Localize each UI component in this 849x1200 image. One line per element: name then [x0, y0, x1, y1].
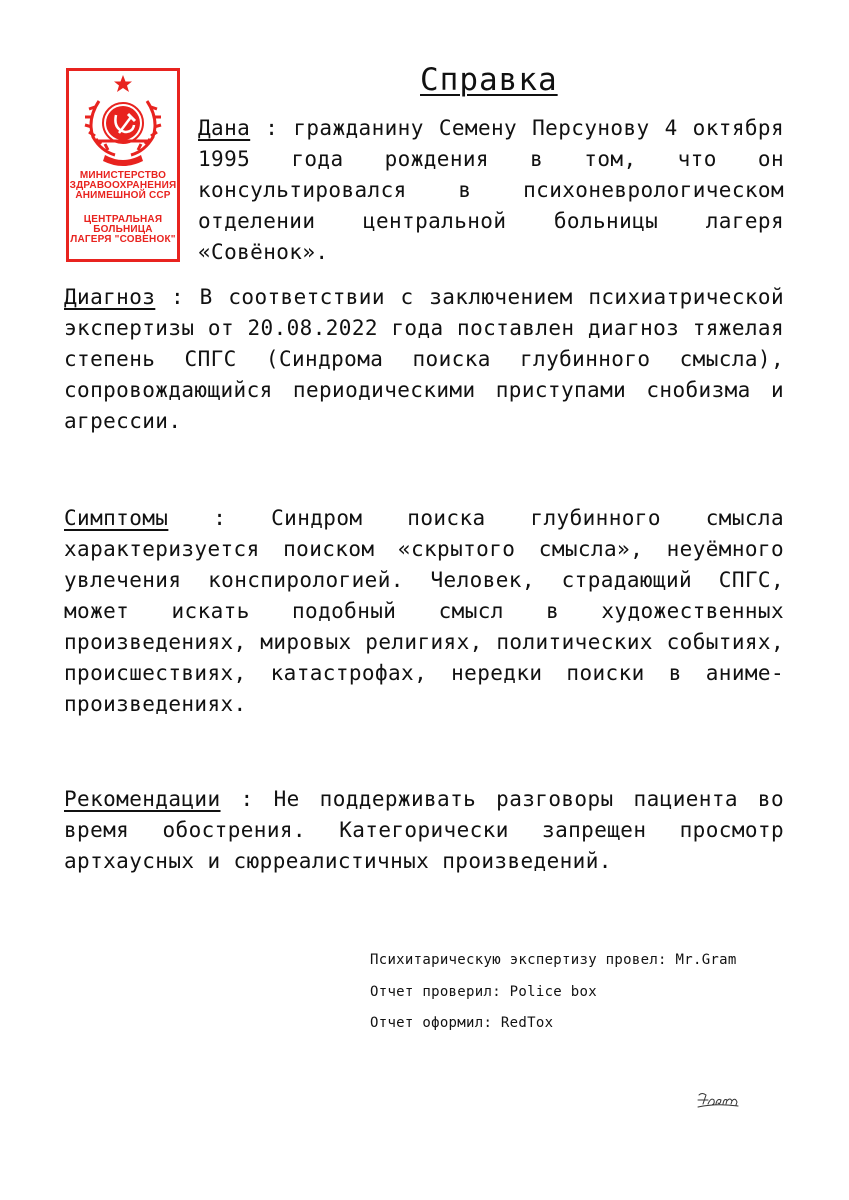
section-text: : Синдром поиска глубинного смысла характеризуется поиском «скрытого смысла», неуёмного увлечения конспирологией. Человек, страдающий СПГС, может искать подобный смысл в художественных произведениях, мировых религиях, политических событиях, происшествиях, катастрофах, нередки поиски в аниме-произведениях.	[64, 506, 784, 716]
stamp-line: АНИМЕШНОЙ ССР	[75, 190, 171, 201]
footer-expert-line: Психитарическую экспертизу провел: Mr.Gram	[370, 952, 737, 968]
section-heading: Диагноз	[64, 285, 156, 309]
section-symptoms	[64, 503, 784, 720]
hammer-sickle-emblem-icon	[69, 71, 177, 171]
stamp-line: ЗДРАВООХРАНЕНИЯ	[69, 180, 177, 191]
section-recommendations	[64, 784, 784, 877]
stamp-line: БОЛЬНИЦА	[93, 224, 153, 235]
page-title: Справка	[420, 62, 558, 98]
section-text: : гражданину Семену Персунову 4 октября 1995 года рождения в том, что он консультировался в психоневрологическом отделении центральной больницы лагеря «Совёнок».	[198, 116, 784, 264]
section-heading: Дана	[198, 116, 251, 140]
section-text: : В соответствии с заключением психиатрической экспертизы от 20.08.2022 года поставлен диагноз тяжелая степень СПГС (Синдрома поиска глубинного смысла), сопровождающийся периодическими приступами снобизма и агрессии.	[64, 285, 784, 433]
section-text: : Не поддерживать разговоры пациента во время обострения. Категорически запрещен просмотр артхаусных и сюрреалистичных произведений.	[64, 787, 784, 873]
footer-prepared-line: Отчет оформил: RedTox	[370, 1015, 554, 1031]
section-heading: Рекомендации	[64, 787, 221, 811]
stamp-hospital-text	[69, 215, 177, 245]
stamp-line: ЦЕНТРАЛЬНАЯ	[83, 214, 163, 225]
handwritten-signature	[696, 1091, 740, 1109]
ministry-stamp	[66, 68, 180, 262]
section-diagnosis	[64, 282, 784, 437]
footer-checked-line: Отчет проверил: Police box	[370, 984, 597, 1000]
section-heading: Симптомы	[64, 506, 169, 530]
stamp-line: МИНИСТЕРСТВО	[79, 170, 167, 181]
stamp-ministry-text	[69, 171, 177, 201]
stamp-line: ЛАГЕРЯ "СОВЕНОК"	[70, 234, 176, 245]
section-given	[198, 113, 784, 268]
